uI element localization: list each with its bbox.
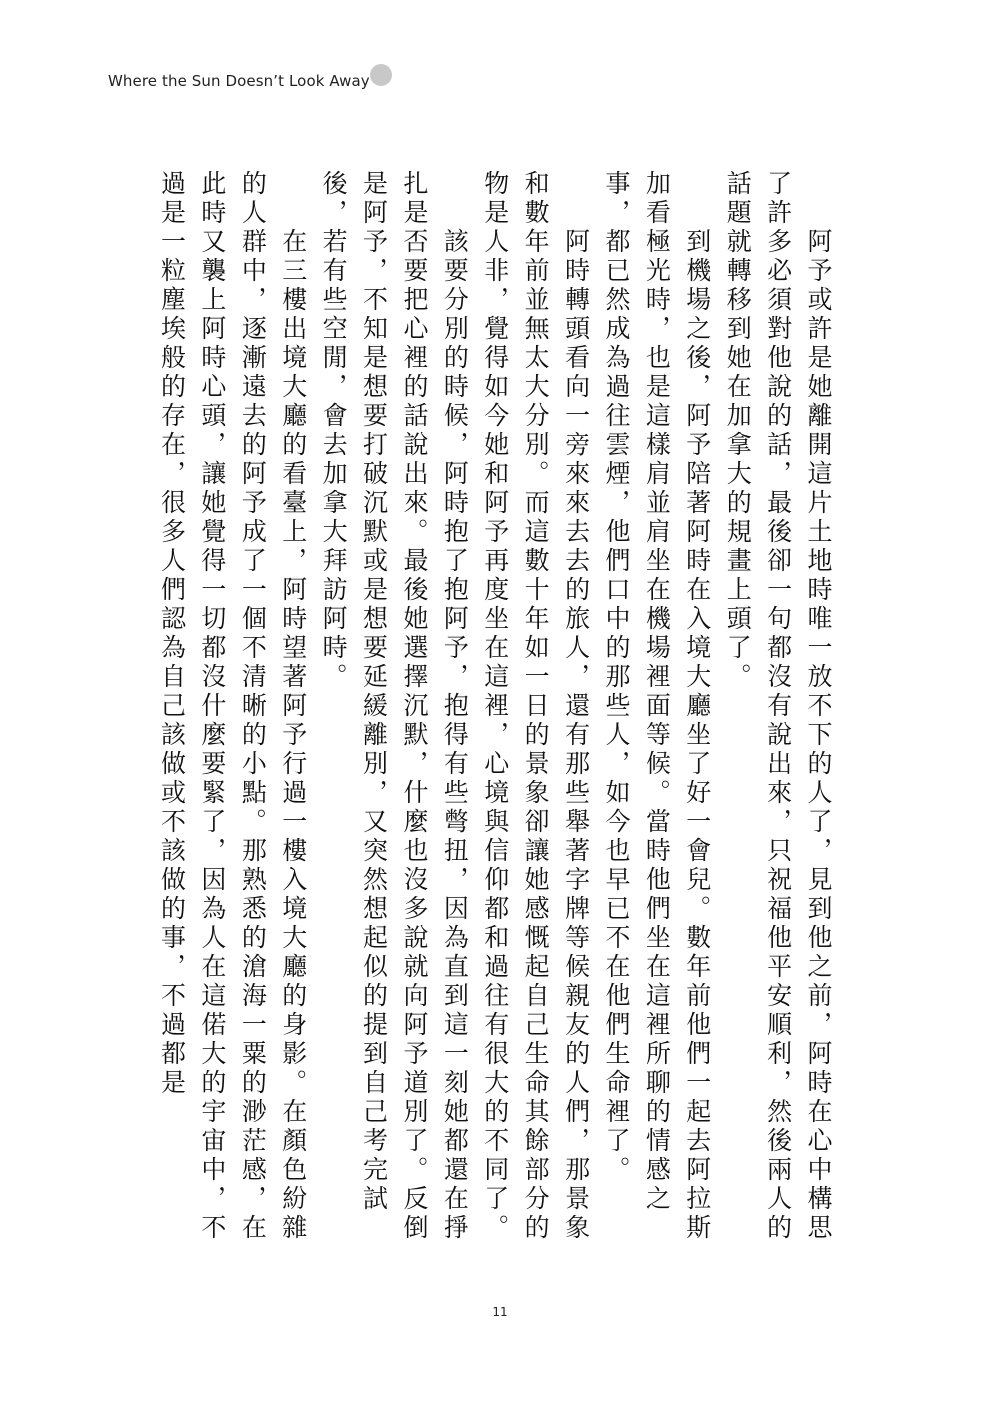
- vertical-body-text: [112, 170, 838, 1260]
- paragraph: 到機場之後，阿予陪著阿時在入境大廳坐了好一會兒。數年前他們一起去阿拉斯加看極光時，也是這樣肩並肩坐在機場裡面等候。當時他們坐在這裡所聊的情感之事，都已然成為過往雲煙，他們口中的那些人，如今也早已不在他們生命裡了。: [601, 170, 712, 1243]
- paragraph: 該要分別的時候，阿時抱了抱阿予，抱得有些彆扭，因為直到這一刻她都還在掙扎是否要把心裡的話說出來。最後她選擇沉默，什麼也沒多說就向阿予道別了。反倒是阿予，不知是想要打破沉默或是想要延緩離別，又突然想起似的提到自己考完試後，若有些空閒，會去加拿大拜訪阿時。: [319, 170, 470, 1243]
- running-header-title: Where the Sun Doesn’t Look Away: [108, 72, 370, 90]
- paragraph: 阿時轉頭看向一旁來來去去的旅人，還有那些舉著字牌等候親友的人們，那景象和數年前並無太大分別。而這數十年如一日的景象卻讓她感慨起自己生命其餘部分的物是人非，覺得如今她和阿予再度坐在這裡，心境與信仰都和過往有很大的不同了。: [480, 170, 591, 1243]
- header-circle-mark: [370, 64, 392, 86]
- paragraph: 在三樓出境大廳的看臺上，阿時望著阿予行過一樓入境大廳的身影。在顏色紛雜的人群中，逐漸遠去的阿予成了一個不清晰的小點。那熟悉的滄海一粟的渺茫感，在此時又襲上阿時心頭，讓她覺得一切都沒什麼要緊了，因為人在這偌大的宇宙中，不過是一粒塵埃般的存在，很多人們認為自己該做或不該做的事，不過都是: [157, 170, 308, 1243]
- paragraph: 阿予或許是她離開這片土地時唯一放不下的人了，見到他之前，阿時在心中構思了許多必須對他說的話，最後卻一句都沒有說出來，只祝福他平安順利，然後兩人的話題就轉移到她在加拿大的規畫上頭了。: [723, 170, 833, 1243]
- page-number: 11: [492, 1305, 508, 1319]
